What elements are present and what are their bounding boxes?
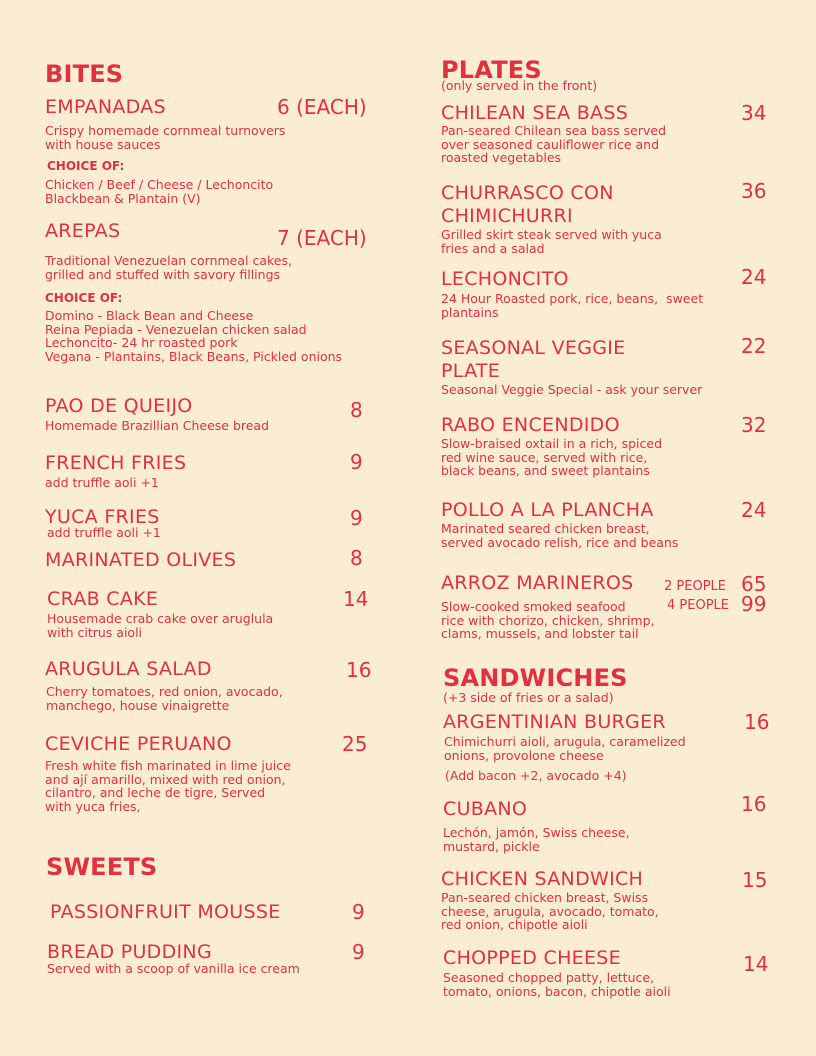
ceviche-desc: Fresh white fish marinated in lime juice and ají amarillo, mixed with red onion, cilantro, and leche de tigre, Served with yuca fries, (45, 758, 291, 814)
pudding-desc: Served with a scoop of vanilla ice cream (47, 961, 300, 976)
bites-title: BITES (45, 60, 124, 88)
sandwiches-title: SANDWICHES (443, 664, 628, 692)
lechoncito-price: 24 (741, 265, 767, 289)
empanadas-choices: Chicken / Beef / Cheese / Lechoncito Blackbean & Plantain (V) (45, 177, 274, 206)
churrasco-price: 36 (741, 179, 767, 203)
sweets-title: SWEETS (46, 853, 158, 881)
fries-price: 9 (350, 450, 363, 474)
pudding-price: 9 (352, 940, 365, 964)
arroz-price-2: 65 (741, 572, 767, 596)
burger-name: ARGENTINIAN BURGER (443, 711, 666, 733)
yuca-name: YUCA FRIES (45, 506, 160, 528)
burger-price: 16 (744, 710, 770, 734)
pollo-desc: Marinated seared chicken breast, served avocado relish, rice and beans (441, 521, 679, 550)
pollo-name: POLLO A LA PLANCHA (441, 499, 654, 521)
churrasco-desc: Grilled skirt steak served with yuca fries and a salad (441, 227, 662, 256)
mousse-name: PASSIONFRUIT MOUSSE (50, 901, 281, 923)
chopped-price: 14 (743, 952, 769, 976)
empanadas-price: 6 (EACH) (277, 95, 367, 119)
olives-price: 8 (350, 546, 363, 570)
arugula-name: ARUGULA SALAD (45, 658, 212, 680)
empanadas-choice-label: CHOICE OF: (47, 159, 125, 173)
arroz-desc: Slow-cooked smoked seafood rice with chorizo, chicken, shrimp, clams, mussels, and lobster tail (441, 599, 655, 641)
crab-price: 14 (343, 587, 369, 611)
fries-desc: add truffle aoli +1 (45, 475, 159, 490)
ceviche-name: CEVICHE PERUANO (45, 733, 232, 755)
yuca-desc: add truffle aoli +1 (47, 525, 161, 540)
yuca-price: 9 (350, 506, 363, 530)
arepas-choices: Domino - Black Bean and Cheese Reina Pepiada - Venezuelan chicken salad Lechoncito- 24 hr roasted pork Vegana - Plantains, Black Beans, Pickled onions (45, 308, 343, 364)
sandwiches-subtitle: (+3 side of fries or a salad) (443, 690, 614, 705)
chicken-desc: Pan-seared chicken breast, Swiss cheese, arugula, avocado, tomato, red onion, chipotle aioli (441, 890, 659, 932)
chopped-desc: Seasoned chopped patty, lettuce, tomato, onions, bacon, chipotle aioli (443, 970, 671, 999)
mousse-price: 9 (352, 900, 365, 924)
rabo-name: RABO ENCENDIDO (441, 414, 620, 436)
olives-name: MARINATED OLIVES (45, 549, 237, 571)
arugula-desc: Cherry tomatoes, red onion, avocado, manchego, house vinaigrette (46, 684, 283, 713)
arroz-size-4: 4 PEOPLE (667, 598, 729, 613)
seabass-desc: Pan-seared Chilean sea bass served over seasoned cauliflower rice and roasted vegetables (441, 123, 667, 165)
rabo-desc: Slow-braised oxtail in a rich, spiced red wine sauce, served with rice, black beans, and sweet plantains (441, 436, 663, 478)
arroz-size-2: 2 PEOPLE (664, 579, 726, 594)
lechoncito-desc: 24 Hour Roasted pork, rice, beans, sweet plantains (441, 291, 704, 320)
plates-title: PLATES (441, 56, 542, 84)
arroz-name: ARROZ MARINEROS (441, 572, 634, 594)
arroz-price-4: 99 (741, 592, 767, 616)
fries-name: FRENCH FRIES (45, 452, 187, 474)
pao-price: 8 (350, 398, 363, 422)
crab-desc: Housemade crab cake over aruglula with citrus aioli (47, 611, 274, 640)
veggie-price: 22 (741, 334, 767, 358)
chopped-name: CHOPPED CHEESE (443, 947, 621, 969)
ceviche-price: 25 (342, 732, 368, 756)
veggie-desc: Seasonal Veggie Special - ask your server (441, 382, 703, 397)
burger-extra: (Add bacon +2, avocado +4) (445, 768, 627, 783)
cubano-price: 16 (741, 792, 767, 816)
pollo-price: 24 (741, 498, 767, 522)
cubano-desc: Lechón, jamón, Swiss cheese, mustard, pickle (443, 825, 630, 854)
chicken-price: 15 (742, 868, 768, 892)
seabass-name: CHILEAN SEA BASS (441, 102, 629, 124)
lechoncito-name: LECHONCITO (441, 268, 569, 290)
empanadas-desc: Crispy homemade cornmeal turnovers with house sauces (45, 123, 286, 152)
burger-desc: Chimichurri aioli, arugula, caramelized onions, provolone cheese (444, 734, 686, 763)
plates-subtitle: (only served in the front) (441, 78, 598, 93)
arepas-choice-label: CHOICE OF: (45, 291, 123, 305)
rabo-price: 32 (741, 413, 767, 437)
veggie-name: SEASONAL VEGGIE PLATE (441, 337, 626, 382)
empanadas-name: EMPANADAS (45, 96, 166, 118)
pao-desc: Homemade Brazillian Cheese bread (45, 418, 270, 433)
cubano-name: CUBANO (443, 798, 528, 820)
pudding-name: BREAD PUDDING (47, 941, 212, 963)
arepas-desc: Traditional Venezuelan cornmeal cakes, grilled and stuffed with savory fillings (45, 253, 292, 282)
crab-name: CRAB CAKE (47, 588, 159, 610)
pao-name: PAO DE QUEIJO (45, 395, 193, 417)
arepas-price: 7 (EACH) (277, 226, 367, 250)
churrasco-name: CHURRASCO CON CHIMICHURRI (441, 182, 614, 227)
seabass-price: 34 (741, 101, 767, 125)
arugula-price: 16 (346, 658, 372, 682)
arepas-name: AREPAS (45, 220, 121, 242)
chicken-name: CHICKEN SANDWICH (441, 868, 644, 890)
